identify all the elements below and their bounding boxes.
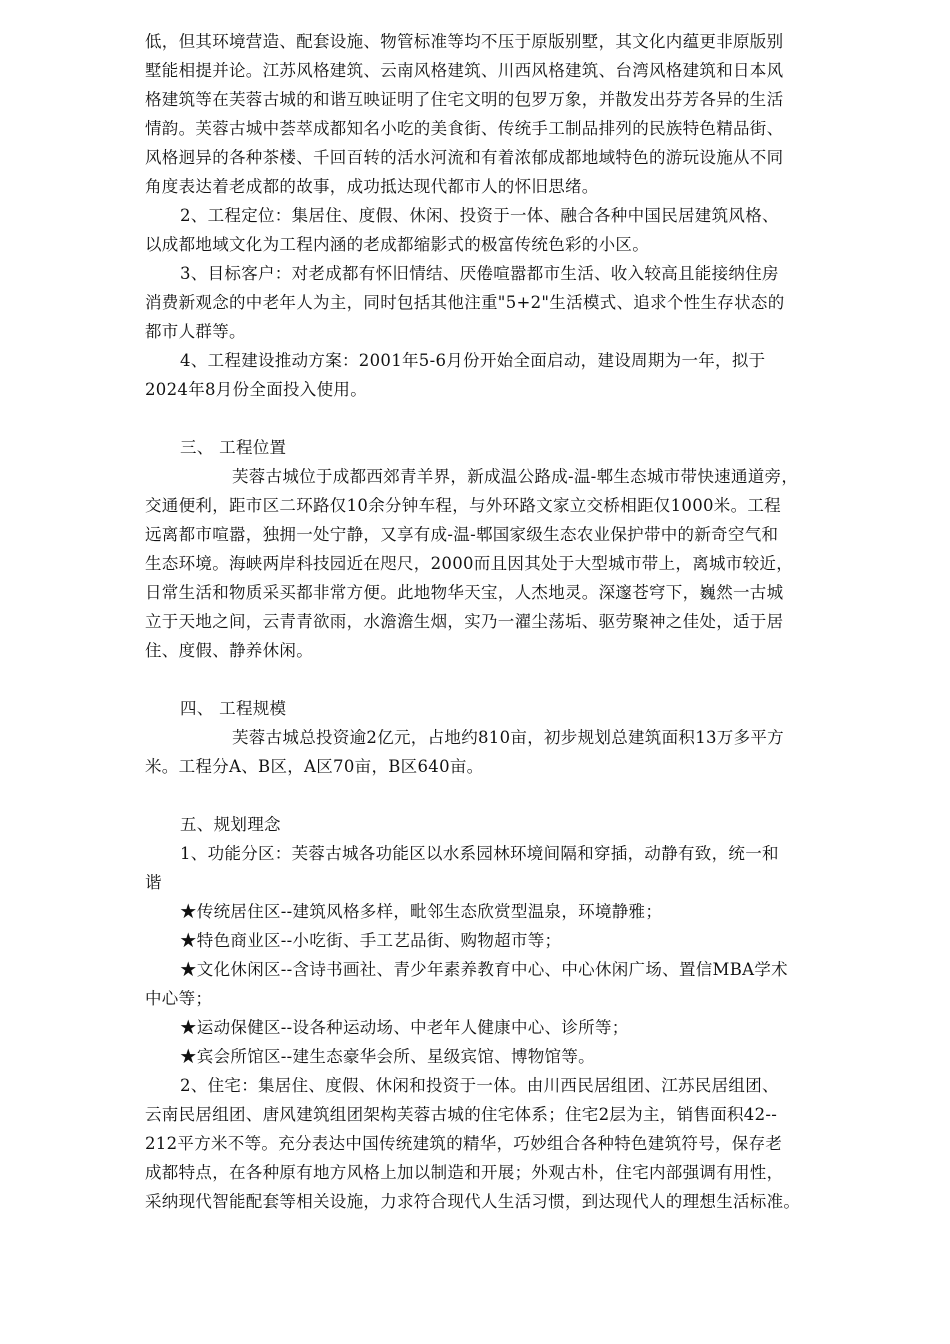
section-heading: 五、规划理念	[180, 815, 281, 834]
body-line: 以成都地域文化为工程内涵的老成都缩影式的极富传统色彩的小区。	[145, 235, 649, 254]
list-item: ★传统居住区--建筑风格多样，毗邻生态欣赏型温泉，环境静雅；	[180, 902, 663, 921]
list-item: ★文化休闲区--含诗书画社、青少年素养教育中心、中心休闲广场、置信MBA学术	[180, 960, 788, 979]
body-line: 交通便利，距市区二环路仅10余分钟车程，与外环路文家立交桥相距仅1000米。工程	[145, 496, 781, 515]
list-item: 中心等；	[145, 989, 213, 1008]
body-line: 2024年8月份全面投入使用。	[145, 380, 367, 399]
body-line: 成都特点，在各种原有地方风格上加以制造和开展；外观古朴，住宅内部强调有用性，	[145, 1163, 784, 1182]
body-line: 风格迥异的各种茶楼、千回百转的活水河流和有着浓郁成都地域特色的游玩设施从不同	[145, 148, 784, 167]
body-line: 远离都市喧嚣，独拥一处宁静，又享有成-温-郫国家级生态农业保护带中的新奇空气和	[145, 525, 779, 544]
body-line: 生态环境。海峡两岸科技园近在咫尺，2000而且因其处于大型城市带上，离城市较近，	[145, 554, 793, 573]
body-line: 都市人群等。	[145, 322, 246, 341]
body-line: 采纳现代智能配套等相关设施，力求符合现代人生活习惯，到达现代人的理想生活标准。	[145, 1192, 801, 1211]
body-line: 立于天地之间，云青青欲雨，水澹澹生烟，实乃一濯尘荡垢、驱劳聚神之佳处，适于居	[145, 612, 784, 631]
list-item: ★宾会所馆区--建生态豪华会所、星级宾馆、博物馆等。	[180, 1047, 595, 1066]
body-line: 云南民居组团、唐风建筑组团架构芙蓉古城的住宅体系；住宅2层为主，销售面积42--	[145, 1105, 778, 1124]
body-line: 谐	[145, 873, 162, 892]
body-line: 2、工程定位：集居住、度假、休闲、投资于一体、融合各种中国民居建筑风格、	[180, 206, 779, 225]
body-line: 2、住宅：集居住、度假、休闲和投资于一体。由川西民居组团、江苏民居组团、	[180, 1076, 779, 1095]
body-line: 日常生活和物质采买都非常方便。此地物华天宝，人杰地灵。深邃苍穹下，巍然一古城	[145, 583, 784, 602]
list-item: ★运动保健区--设各种运动场、中老年人健康中心、诊所等；	[180, 1018, 629, 1037]
body-line: 格建筑等在芙蓉古城的和谐互映证明了住宅文明的包罗万象，并散发出芬芳各异的生活	[145, 90, 784, 109]
list-item: ★特色商业区--小吃街、手工艺品街、购物超市等；	[180, 931, 562, 950]
body-line: 墅能相提并论。江苏风格建筑、云南风格建筑、川西风格建筑、台湾风格建筑和日本风	[145, 61, 784, 80]
body-line: 3、目标客户：对老成都有怀旧情结、厌倦喧嚣都市生活、收入较高且能接纳住房	[180, 264, 779, 283]
body-line: 4、工程建设推动方案：2001年5-6月份开始全面启动，建设周期为一年，拟于	[180, 351, 766, 370]
body-line: 低，但其环境营造、配套设施、物管标准等均不压于原版别墅，其文化内蕴更非原版别	[145, 32, 784, 51]
body-line: 米。工程分A、B区，A区70亩，B区640亩。	[145, 757, 484, 776]
section-heading: 四、 工程规模	[180, 699, 287, 718]
body-line: 消费新观念的中老年人为主，同时包括其他注重"5+2"生活模式、追求个性生存状态的	[145, 293, 785, 312]
body-line: 住、度假、静养休闲。	[145, 641, 313, 660]
section-heading: 三、 工程位置	[180, 438, 287, 457]
body-line: 情韵。芙蓉古城中荟萃成都知名小吃的美食街、传统手工制品排列的民族特色精品街、	[145, 119, 784, 138]
body-line: 角度表达着老成都的故事，成功抵达现代都市人的怀旧思绪。	[145, 177, 599, 196]
body-line: 芙蓉古城位于成都西郊青羊界，新成温公路成-温-郫生态城市带快速通道旁，	[232, 467, 799, 486]
body-line: 212平方米不等。充分表达中国传统建筑的精华，巧妙组合各种特色建筑符号，保存老	[145, 1134, 783, 1153]
body-line: 1、功能分区：芙蓉古城各功能区以水系园林环境间隔和穿插，动静有致，统一和	[180, 844, 779, 863]
body-line: 芙蓉古城总投资逾2亿元，占地约810亩，初步规划总建筑面积13万多平方	[232, 728, 784, 747]
